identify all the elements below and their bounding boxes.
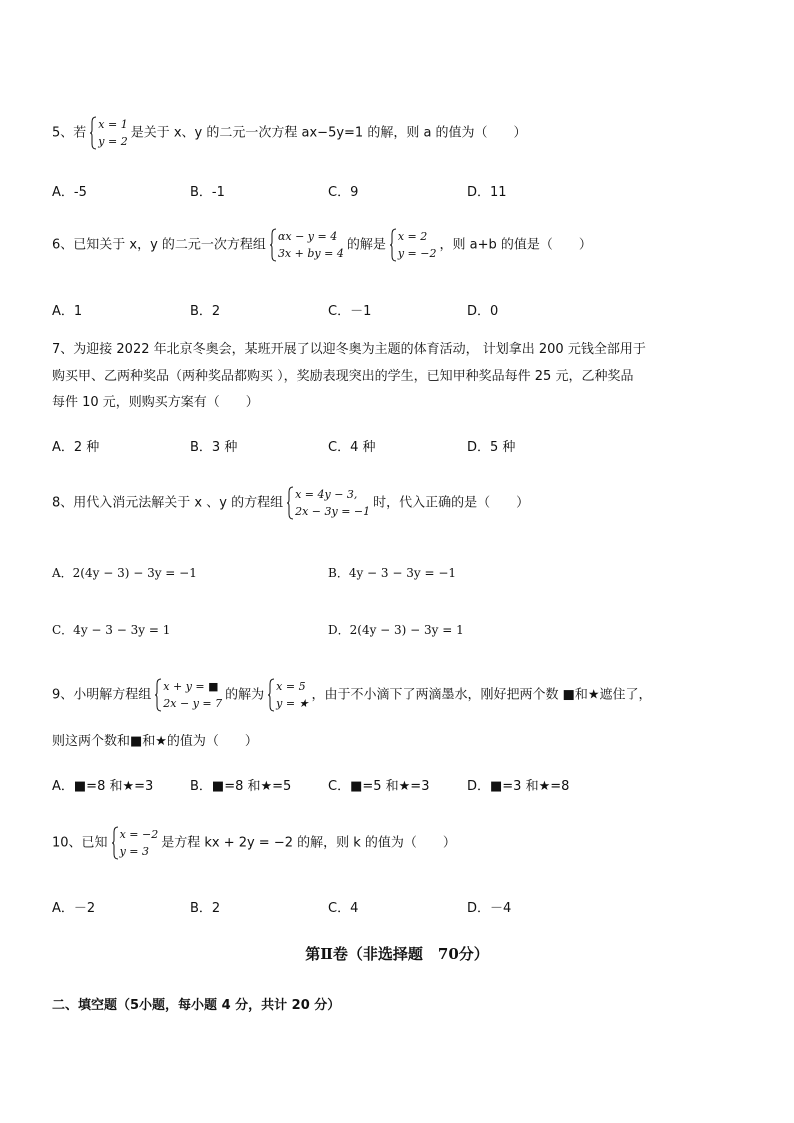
option-b: B．2 xyxy=(190,901,221,916)
equation-system xyxy=(286,486,370,520)
question-7 xyxy=(52,340,646,360)
option-d: D．5 种 xyxy=(467,440,516,455)
left-brace-icon xyxy=(389,228,397,262)
left-brace-icon xyxy=(286,486,294,520)
question-suffix: ，则 a+b 的值是（ ） xyxy=(439,237,592,253)
question-middle: 的解是 xyxy=(346,237,386,253)
system-line: 2x − 3y = −1 xyxy=(295,505,371,518)
option-a: A．■=8 和★=3 xyxy=(52,779,154,794)
option-c: C．－1 xyxy=(328,304,372,319)
left-brace-icon xyxy=(267,678,275,712)
system-line: x + y = ■ xyxy=(163,680,219,693)
left-brace-icon xyxy=(89,116,97,150)
left-brace-icon xyxy=(154,678,162,712)
system-line: x = −2 xyxy=(119,828,159,841)
question-8 xyxy=(52,486,529,520)
section-2-heading: 二、填空题（5小题，每小题 4 分，共计 20 分） xyxy=(52,998,341,1013)
question-number: 5 xyxy=(52,125,61,141)
left-brace-icon xyxy=(111,826,119,860)
question-prefix: 、小明解方程组 xyxy=(60,687,152,703)
option-a: A．1 xyxy=(52,304,83,319)
question-prefix: 、若 xyxy=(60,125,87,141)
question-line: 、为迎接 2022 年北京冬奥会，某班开展了以迎冬奥为主题的体育活动， 计划拿出 200 元钱全部用于 xyxy=(60,342,646,357)
question-prefix: 、已知 xyxy=(68,835,108,851)
option-d: D．■=3 和★=8 xyxy=(467,779,570,794)
system-line: y = ★ xyxy=(276,697,309,710)
part-2-title: 第Ⅱ卷（非选择题 70分） xyxy=(305,945,489,963)
question-6 xyxy=(52,228,592,262)
question-number: 7 xyxy=(52,342,61,357)
question-prefix: 、已知关于 x，y 的二元一次方程组 xyxy=(60,237,266,253)
solution-system xyxy=(267,678,308,712)
equation-system xyxy=(154,678,222,712)
system-line: αx − y = 4 xyxy=(277,230,338,243)
option-a: A．-5 xyxy=(52,185,87,200)
question-number: 8 xyxy=(52,495,61,511)
system-line: y = 2 xyxy=(98,135,128,148)
option-c: C．4 xyxy=(328,901,359,916)
question-7-line-2: 购买甲、乙两种奖品（两种奖品都购买 ），奖励表现突出的学生，已知甲种奖品每件 25 元，乙种奖品 xyxy=(52,369,634,384)
system-line: x = 1 xyxy=(98,118,128,131)
system-line: x = 4y − 3, xyxy=(295,488,358,501)
option-d: D．2(4y − 3) − 3y = 1 xyxy=(328,623,464,637)
question-suffix: 是方程 kx + 2y = −2 的解，则 k 的值为（ ） xyxy=(161,835,456,851)
equation-system xyxy=(89,116,127,150)
option-d: D．－4 xyxy=(467,901,512,916)
option-c: C．4y − 3 − 3y = 1 xyxy=(52,623,171,637)
option-b: B．■=8 和★=5 xyxy=(190,779,292,794)
option-c: C．■=5 和★=3 xyxy=(328,779,430,794)
question-middle: 的解为 xyxy=(225,687,265,703)
question-7-line-3: 每件 10 元，则购买方案有（ ） xyxy=(52,395,259,410)
option-d: D．0 xyxy=(467,304,499,319)
option-a: A．－2 xyxy=(52,901,96,916)
system-line: 2x − y = 7 xyxy=(163,697,223,710)
system-line: x = 2 xyxy=(397,230,428,243)
system-line: 3x + by = 4 xyxy=(277,247,344,260)
question-number: 10 xyxy=(52,835,69,851)
question-number: 6 xyxy=(52,237,61,253)
system-line: y = 3 xyxy=(119,845,149,858)
question-5 xyxy=(52,116,527,150)
question-suffix: ，由于不小滴下了两滴墨水，刚好把两个数 ■和★遮住了， xyxy=(311,687,652,703)
system-line: x = 5 xyxy=(276,680,306,693)
option-c: C．9 xyxy=(328,185,359,200)
question-prefix: 、用代入消元法解关于 x 、y 的方程组 xyxy=(60,495,284,511)
question-number: 9 xyxy=(52,687,61,703)
solution-system xyxy=(389,228,437,262)
question-10 xyxy=(52,826,456,860)
option-a: A．2 种 xyxy=(52,440,100,455)
left-brace-icon xyxy=(269,228,277,262)
option-b: B．3 种 xyxy=(190,440,238,455)
option-b: B．-1 xyxy=(190,185,225,200)
question-suffix: 是关于 x、y 的二元一次方程 ax−5y=1 的解，则 a 的值为（ ） xyxy=(130,125,527,141)
equation-system xyxy=(269,228,344,262)
option-a: A．2(4y − 3) − 3y = −1 xyxy=(52,566,197,580)
question-suffix: 时，代入正确的是（ ） xyxy=(373,495,530,511)
option-c: C．4 种 xyxy=(328,440,376,455)
option-b: B．2 xyxy=(190,304,221,319)
system-line: y = −2 xyxy=(397,247,437,260)
equation-system xyxy=(111,826,159,860)
option-d: D．11 xyxy=(467,185,507,200)
question-9 xyxy=(52,678,652,712)
option-b: B．4y − 3 − 3y = −1 xyxy=(328,566,457,580)
question-9-line-2: 则这两个数和■和★的值为（ ） xyxy=(52,734,258,749)
